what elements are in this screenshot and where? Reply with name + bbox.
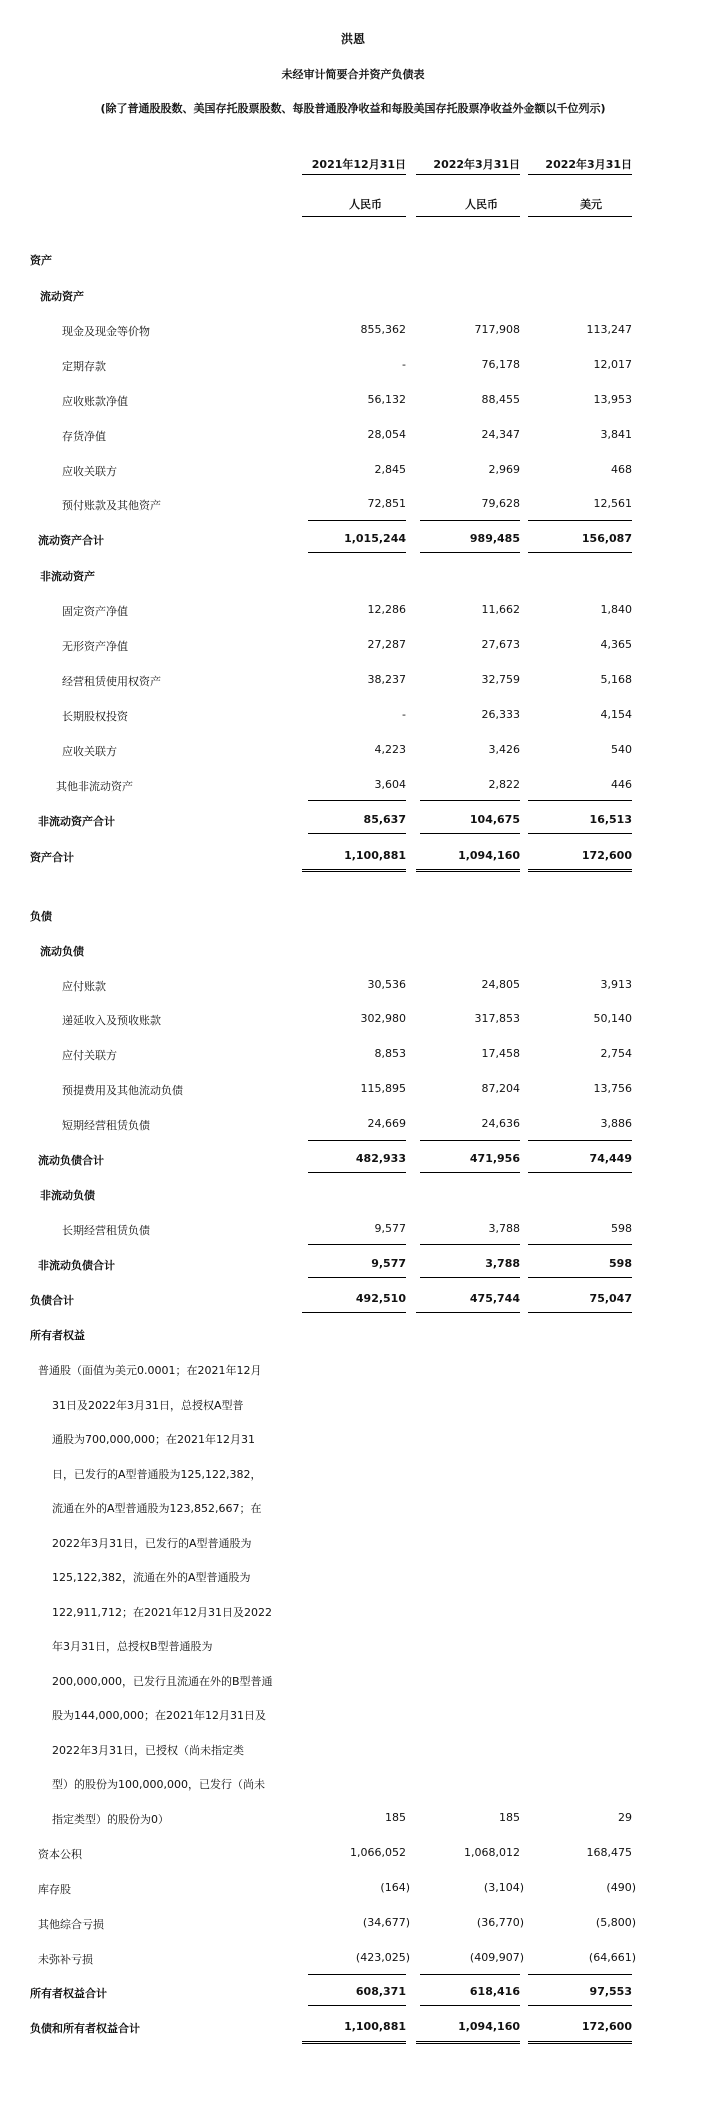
description-line: 普通股（面值为美元0.0001；在2021年12月 xyxy=(38,1364,262,1377)
value-col3: 97,553 xyxy=(589,1985,632,1998)
total-double-rule xyxy=(528,869,632,872)
total-double-rule xyxy=(528,2041,632,2044)
subtotal-rule xyxy=(420,1974,520,1975)
subtotal-rule xyxy=(528,1140,632,1141)
value-col1: - xyxy=(402,708,406,721)
table-row xyxy=(0,603,706,623)
value-col1: 1,015,244 xyxy=(344,532,406,545)
common-stock-description xyxy=(38,1362,273,1845)
table-row xyxy=(0,673,706,693)
table-row xyxy=(0,743,706,763)
column-rule xyxy=(302,174,406,175)
subtotal-rule xyxy=(528,520,632,521)
table-row xyxy=(0,463,706,483)
row-label: 长期经营租赁负债 xyxy=(62,1224,150,1237)
subsection-noncurrent-liabilities xyxy=(0,1187,706,1207)
row-label: 资本公积 xyxy=(38,1848,82,1861)
value-col3: 4,154 xyxy=(600,708,632,721)
value-col2: 618,416 xyxy=(469,1985,520,1998)
row-label: 现金及现金等价物 xyxy=(62,325,150,338)
row-label: 应收账款净值 xyxy=(62,395,128,408)
subtotal-rule xyxy=(308,1140,406,1141)
table-row xyxy=(0,708,706,728)
value-col3: 5,168 xyxy=(600,673,632,686)
section-liabilities xyxy=(0,908,706,928)
description-line: 通股为700,000,000；在2021年12月31 xyxy=(52,1433,255,1446)
statement-title: 未经审计简要合并资产负债表 xyxy=(281,68,425,81)
subtotal-rule xyxy=(308,1244,406,1245)
row-label: 非流动资产合计 xyxy=(38,815,115,828)
total-double-rule xyxy=(416,2041,520,2044)
subtotal-rule xyxy=(420,800,520,801)
value-col1: 30,536 xyxy=(367,978,406,991)
value-col1: 115,895 xyxy=(360,1082,406,1095)
value-col1: 12,286 xyxy=(367,603,406,616)
value-col3: 468 xyxy=(611,463,632,476)
row-label: 定期存款 xyxy=(62,360,106,373)
value-col2: 11,662 xyxy=(481,603,520,616)
value-col2: 24,347 xyxy=(481,428,520,441)
value-col1: 85,637 xyxy=(363,813,406,826)
value-col3: 172,600 xyxy=(581,849,632,862)
value-col1: 1,100,881 xyxy=(344,849,406,862)
subtotal-rule xyxy=(308,1172,406,1173)
value-col3: 12,561 xyxy=(593,497,632,510)
total-rule xyxy=(302,1312,406,1313)
subtotal-rule xyxy=(528,1244,632,1245)
column-currency-1: 人民币 xyxy=(349,198,382,211)
table-row xyxy=(0,1117,706,1137)
table-row xyxy=(0,1846,706,1866)
description-line: 2022年3月31日，已授权（尚未指定类 xyxy=(52,1743,244,1757)
value-col2: 989,485 xyxy=(469,532,520,545)
subtotal-rule xyxy=(420,520,520,521)
value-col2: 3,426 xyxy=(488,743,520,756)
value-col2: 717,908 xyxy=(474,323,520,336)
value-col2: 104,675 xyxy=(469,813,520,826)
column-date-1: 2021年12月31日 xyxy=(311,158,406,171)
subtotal-rule xyxy=(420,1140,520,1141)
subtotal-rule xyxy=(528,800,632,801)
value-col2: 32,759 xyxy=(481,673,520,686)
value-col3: 156,087 xyxy=(581,532,632,545)
value-col2: 3,788 xyxy=(488,1222,520,1235)
column-rule xyxy=(528,216,632,217)
table-row xyxy=(0,778,706,798)
value-col2: 471,956 xyxy=(469,1152,520,1165)
value-col2: 24,805 xyxy=(481,978,520,991)
column-currency-3: 美元 xyxy=(580,198,602,211)
value-col3: 3,841 xyxy=(600,428,632,441)
row-label: 资产合计 xyxy=(30,851,74,864)
row-label: 应收关联方 xyxy=(62,745,117,758)
subsection-current-assets xyxy=(0,288,706,308)
row-label: 未弥补亏损 xyxy=(38,1953,93,1966)
column-date-2: 2022年3月31日 xyxy=(433,158,520,171)
row-label: 经营租赁使用权资产 xyxy=(62,675,161,688)
value-col1: 4,223 xyxy=(374,743,406,756)
row-label: 其他非流动资产 xyxy=(56,780,133,793)
description-line: 125,122,382，流通在外的A型普通股为 xyxy=(52,1571,251,1584)
table-row xyxy=(0,1222,706,1242)
subtotal-rule xyxy=(420,1244,520,1245)
section-label: 负债 xyxy=(30,910,52,923)
value-col3: (490) xyxy=(606,1881,636,1894)
value-col1: (164) xyxy=(380,1881,410,1894)
value-col2: 1,094,160 xyxy=(458,849,520,862)
value-col2: 2,969 xyxy=(488,463,520,476)
value-col3: 3,913 xyxy=(600,978,632,991)
value-col3: 168,475 xyxy=(586,1846,632,1859)
row-label: 流动资产合计 xyxy=(38,534,104,547)
subtotal-rule xyxy=(308,1277,406,1278)
description-line: 流通在外的A型普通股为123,852,667；在 xyxy=(52,1502,262,1515)
subtotal-rule xyxy=(420,1172,520,1173)
subsection-label: 非流动负债 xyxy=(40,1189,95,1202)
table-row xyxy=(0,1082,706,1102)
subsection-noncurrent-assets xyxy=(0,568,706,588)
value-col1: 8,853 xyxy=(374,1047,406,1060)
value-col2: 88,455 xyxy=(481,393,520,406)
value-col3: 29 xyxy=(618,1811,632,1824)
description-line: 指定类型）的股份为0） xyxy=(52,1812,169,1826)
value-col1: (423,025) xyxy=(355,1951,410,1964)
section-equity xyxy=(0,1327,706,1347)
value-col1: 9,577 xyxy=(371,1257,406,1270)
value-col2: 76,178 xyxy=(481,358,520,371)
value-col2: 79,628 xyxy=(481,497,520,510)
table-row xyxy=(0,393,706,413)
subtotal-rule xyxy=(420,1277,520,1278)
row-label: 短期经营租赁负债 xyxy=(62,1119,150,1132)
subtotal-rule xyxy=(528,1277,632,1278)
total-double-rule xyxy=(302,869,406,872)
total-rule xyxy=(416,1312,520,1313)
table-row-total xyxy=(0,1292,706,1312)
description-line: 型）的股份为100,000,000，已发行（尚未 xyxy=(52,1778,265,1791)
row-label: 递延收入及预收账款 xyxy=(62,1014,161,1027)
table-row xyxy=(0,1012,706,1032)
table-row xyxy=(0,1916,706,1936)
subtotal-rule xyxy=(308,520,406,521)
value-col2: 26,333 xyxy=(481,708,520,721)
value-col3: 172,600 xyxy=(581,2020,632,2033)
description-line: 200,000,000，已发行且流通在外的B型普通 xyxy=(52,1674,273,1688)
value-col3: 446 xyxy=(611,778,632,791)
value-col1: 482,933 xyxy=(355,1152,406,1165)
subtotal-rule xyxy=(528,1974,632,1975)
value-col2: 185 xyxy=(499,1811,520,1824)
subsection-label: 流动负债 xyxy=(40,945,84,958)
subtotal-rule xyxy=(528,2005,632,2006)
subtotal-rule xyxy=(308,2005,406,2006)
value-col3: 598 xyxy=(609,1257,632,1270)
row-label: 存货净值 xyxy=(62,430,106,443)
description-line: 年3月31日，总授权B型普通股为 xyxy=(52,1640,213,1653)
subtotal-rule xyxy=(528,833,632,834)
description-line: 2022年3月31日，已发行的A型普通股为 xyxy=(52,1536,252,1550)
value-col1: 28,054 xyxy=(367,428,406,441)
row-label: 预提费用及其他流动负债 xyxy=(62,1084,183,1097)
value-col3: 16,513 xyxy=(589,813,632,826)
table-row xyxy=(0,1047,706,1067)
column-rule xyxy=(416,216,520,217)
value-col1: 9,577 xyxy=(374,1222,406,1235)
value-col1: - xyxy=(402,358,406,371)
value-col3: 75,047 xyxy=(589,1292,632,1305)
row-label: 应收关联方 xyxy=(62,465,117,478)
value-col1: 1,100,881 xyxy=(344,2020,406,2033)
row-label: 流动负债合计 xyxy=(38,1154,104,1167)
value-col1: 72,851 xyxy=(367,497,406,510)
subtotal-rule xyxy=(308,833,406,834)
value-col1: 56,132 xyxy=(367,393,406,406)
value-col1: 27,287 xyxy=(367,638,406,651)
value-col2: 24,636 xyxy=(481,1117,520,1130)
value-col1: 1,066,052 xyxy=(350,1846,406,1859)
value-col3: (5,800) xyxy=(595,1916,636,1929)
row-label: 应付关联方 xyxy=(62,1049,117,1062)
table-row-grand-total xyxy=(0,849,706,869)
value-col3: 74,449 xyxy=(589,1152,632,1165)
table-row-total xyxy=(0,813,706,833)
value-col1: 302,980 xyxy=(360,1012,406,1025)
row-label: 负债合计 xyxy=(30,1294,74,1307)
value-col2: 1,094,160 xyxy=(458,2020,520,2033)
value-col2: 87,204 xyxy=(481,1082,520,1095)
section-label: 资产 xyxy=(30,254,52,267)
table-row xyxy=(0,638,706,658)
table-row-grand-total xyxy=(0,2020,706,2040)
subtotal-rule xyxy=(528,552,632,553)
section-assets xyxy=(0,252,706,272)
row-label: 库存股 xyxy=(38,1883,71,1896)
row-label: 负债和所有者权益合计 xyxy=(30,2022,140,2035)
row-label: 预付账款及其他资产 xyxy=(62,499,161,512)
value-col3: 3,886 xyxy=(600,1117,632,1130)
subsection-current-liabilities xyxy=(0,943,706,963)
table-row xyxy=(0,358,706,378)
column-currency-2: 人民币 xyxy=(465,198,498,211)
value-col1: 38,237 xyxy=(367,673,406,686)
value-col2: 3,788 xyxy=(485,1257,520,1270)
subtotal-rule xyxy=(420,552,520,553)
subtotal-rule xyxy=(308,1974,406,1975)
value-col1: 492,510 xyxy=(355,1292,406,1305)
table-row-total xyxy=(0,1257,706,1277)
row-label: 所有者权益合计 xyxy=(30,1987,107,2000)
value-col3: (64,661) xyxy=(588,1951,636,1964)
subtotal-rule xyxy=(528,1172,632,1173)
table-row xyxy=(0,323,706,343)
value-col3: 13,756 xyxy=(593,1082,632,1095)
statement-subtitle: (除了普通股股数、美国存托股票股数、每股普通股净收益和每股美国存托股票净收益外金额以千位列示) xyxy=(100,102,606,115)
total-double-rule xyxy=(302,2041,406,2044)
total-rule xyxy=(528,1312,632,1313)
table-row xyxy=(0,497,706,517)
value-col3: 2,754 xyxy=(600,1047,632,1060)
row-label: 无形资产净值 xyxy=(62,640,128,653)
row-label: 长期股权投资 xyxy=(62,710,128,723)
value-col2: 1,068,012 xyxy=(464,1846,520,1859)
table-row-total xyxy=(0,1152,706,1172)
table-row-common-stock xyxy=(0,1811,706,1831)
value-col3: 12,017 xyxy=(593,358,632,371)
row-label: 应付账款 xyxy=(62,980,106,993)
value-col2: (36,770) xyxy=(476,1916,524,1929)
value-col3: 1,840 xyxy=(600,603,632,616)
value-col2: (409,907) xyxy=(469,1951,524,1964)
value-col1: 855,362 xyxy=(360,323,406,336)
subsection-label: 非流动资产 xyxy=(40,570,95,583)
value-col2: 2,822 xyxy=(488,778,520,791)
table-row-total xyxy=(0,532,706,552)
table-row xyxy=(0,428,706,448)
value-col1: (34,677) xyxy=(362,1916,410,1929)
row-label: 非流动负债合计 xyxy=(38,1259,115,1272)
value-col3: 13,953 xyxy=(593,393,632,406)
value-col1: 3,604 xyxy=(374,778,406,791)
subtotal-rule xyxy=(420,833,520,834)
row-label: 固定资产净值 xyxy=(62,605,128,618)
description-line: 31日及2022年3月31日，总授权A型普 xyxy=(52,1398,244,1412)
subtotal-rule xyxy=(308,552,406,553)
total-double-rule xyxy=(416,869,520,872)
section-label: 所有者权益 xyxy=(30,1329,85,1342)
value-col3: 598 xyxy=(611,1222,632,1235)
table-row-total xyxy=(0,1985,706,2005)
company-name: 洪恩 xyxy=(340,32,365,46)
column-date-3: 2022年3月31日 xyxy=(545,158,632,171)
value-col2: 17,458 xyxy=(481,1047,520,1060)
value-col3: 540 xyxy=(611,743,632,756)
subsection-label: 流动资产 xyxy=(40,290,84,303)
description-line: 日，已发行的A型普通股为125,122,382， xyxy=(52,1467,262,1481)
row-label: 其他综合亏损 xyxy=(38,1918,104,1931)
subtotal-rule xyxy=(308,800,406,801)
column-rule xyxy=(302,216,406,217)
value-col1: 608,371 xyxy=(355,1985,406,1998)
column-rule xyxy=(528,174,632,175)
value-col2: 475,744 xyxy=(469,1292,520,1305)
value-col1: 24,669 xyxy=(367,1117,406,1130)
value-col2: (3,104) xyxy=(483,1881,524,1894)
subtotal-rule xyxy=(420,2005,520,2006)
value-col1: 185 xyxy=(385,1811,406,1824)
value-col2: 317,853 xyxy=(474,1012,520,1025)
description-line: 股为144,000,000；在2021年12月31日及 xyxy=(52,1709,266,1722)
value-col1: 2,845 xyxy=(374,463,406,476)
column-rule xyxy=(416,174,520,175)
table-row xyxy=(0,1881,706,1901)
value-col3: 113,247 xyxy=(586,323,632,336)
value-col3: 4,365 xyxy=(600,638,632,651)
table-row xyxy=(0,978,706,998)
value-col3: 50,140 xyxy=(593,1012,632,1025)
table-row xyxy=(0,1951,706,1971)
value-col2: 27,673 xyxy=(481,638,520,651)
description-line: 122,911,712；在2021年12月31日及2022 xyxy=(52,1605,272,1619)
